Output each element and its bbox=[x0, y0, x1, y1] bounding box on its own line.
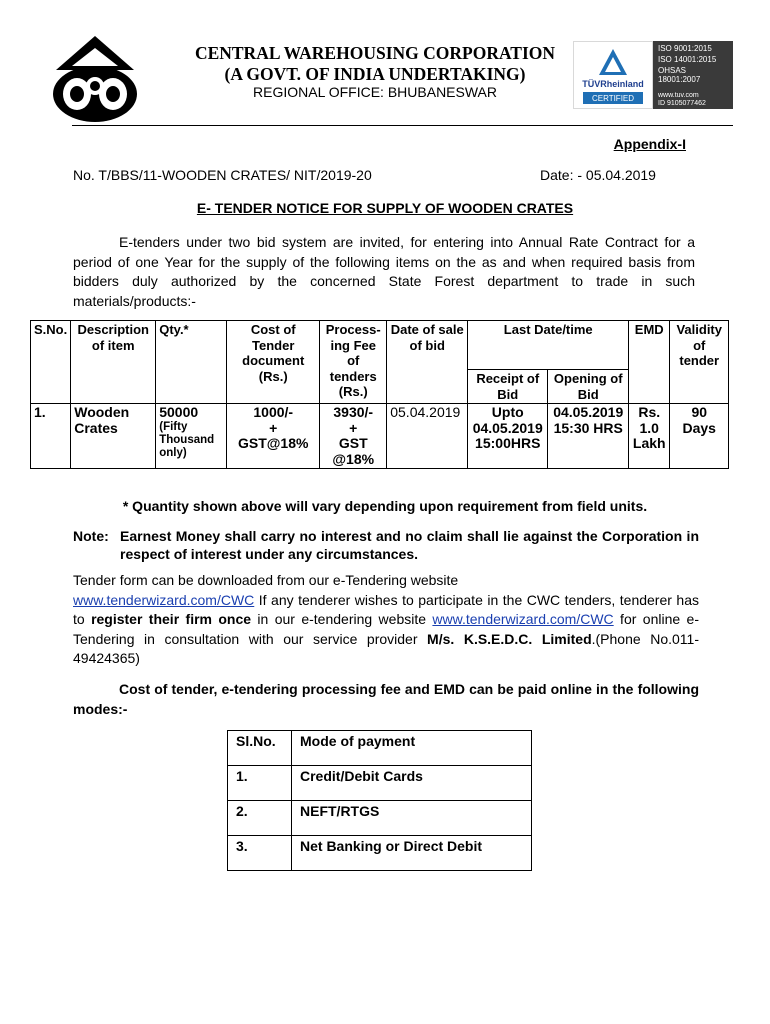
cert-line: ISO 14001:2015 bbox=[658, 55, 717, 64]
cost-paragraph-text: Cost of tender, e-tendering processing fee and EMD can be paid online in the following modes:- bbox=[73, 681, 699, 717]
intro-text: E-tenders under two bid system are invited, for entering into Annual Rate Contract for a period of one Year for the supply of the following items on the as and when required basis from bidders duly authorized by the concerned State Forest department to trade in such materials/products:- bbox=[73, 234, 695, 309]
payment-mode: Net Banking or Direct Debit bbox=[292, 836, 532, 871]
row-emd-amount: 1.0 bbox=[639, 419, 659, 436]
cert-line: 18001:2007 bbox=[658, 75, 701, 84]
reference-number: No. T/BBS/11-WOODEN CRATES/ NIT/2019-20 bbox=[73, 167, 372, 183]
row-cost-gst: GST@18% bbox=[238, 435, 309, 451]
quantity-note: * Quantity shown above will vary depending upon requirement from field units. bbox=[122, 498, 648, 514]
payment-header-slno: Sl.No. bbox=[228, 731, 292, 766]
regional-office: REGIONAL OFFICE: BHUBANESWAR bbox=[253, 84, 497, 100]
row-processing-cell bbox=[320, 404, 387, 469]
cwc-logo bbox=[50, 34, 140, 124]
row-validity-cell bbox=[670, 404, 729, 469]
table-row bbox=[228, 766, 532, 801]
tenderwizard-link-2[interactable]: www.tenderwizard.com/CWC bbox=[432, 611, 614, 627]
row-emd-unit: Lakh bbox=[632, 435, 666, 451]
download-paragraph bbox=[73, 571, 699, 669]
row-processing-plus: + bbox=[349, 419, 358, 436]
row-qty: 50000 bbox=[159, 404, 199, 420]
cert-brand: TÜVRheinland bbox=[582, 79, 644, 89]
cert-web: www.tuv.com bbox=[658, 92, 699, 99]
row-validity-unit: Days bbox=[682, 419, 716, 436]
tender-table bbox=[30, 320, 729, 469]
download-text-2: If any tenderer wishes to participate in the CWC tenders, tenderer has to bbox=[73, 591, 699, 627]
header-processing-fee: Process-ing Fee of tenders (Rs.) bbox=[320, 321, 387, 404]
row-cost-amount: 1000/- bbox=[253, 404, 294, 420]
header-cost: Cost of Tender document (Rs.) bbox=[227, 321, 320, 404]
row-processing-gst: GST bbox=[338, 435, 368, 451]
table-row bbox=[228, 801, 532, 836]
appendix-label: Appendix-I bbox=[613, 136, 686, 152]
note-text: Earnest Money shall carry no interest and no claim shall lie against the Corporation in respect of interest under any circumstances. bbox=[120, 528, 699, 562]
row-qty-cell bbox=[156, 404, 227, 469]
intro-paragraph bbox=[73, 233, 695, 311]
row-receipt-time: 15:00HRS bbox=[475, 435, 541, 451]
row-processing-rate: @18% bbox=[332, 450, 375, 467]
cert-line: ISO 9001:2015 bbox=[658, 44, 712, 53]
header-receipt: Receipt of Bid bbox=[468, 370, 548, 404]
download-text-3: in our e-tendering website bbox=[251, 611, 433, 627]
tuv-certification-badge bbox=[573, 41, 733, 109]
note-block bbox=[73, 527, 699, 563]
header-sno: S.No. bbox=[31, 321, 71, 404]
row-emd-cell bbox=[629, 404, 670, 469]
header-description: Description of item bbox=[71, 321, 156, 404]
row-receipt-cell bbox=[468, 404, 548, 469]
header-validity: Validity of tender bbox=[670, 321, 729, 404]
service-provider-name: M/s. K.S.E.D.C. Limited bbox=[427, 630, 592, 647]
header-date-of-sale: Date of sale of bid bbox=[387, 321, 468, 404]
header-emd: EMD bbox=[629, 321, 670, 404]
notice-date: Date: - 05.04.2019 bbox=[540, 167, 656, 183]
row-opening-cell bbox=[548, 404, 629, 469]
download-text-1: Tender form can be downloaded from our e-Tendering website bbox=[73, 572, 459, 588]
row-receipt-upto: Upto bbox=[491, 404, 524, 420]
row-processing-amount: 3930/- bbox=[333, 404, 374, 420]
row-qty-words: (Fifty Thousand only) bbox=[159, 420, 215, 459]
download-text-4: for online e-Tendering in consultation with our service provider bbox=[73, 611, 699, 647]
payment-slno: 1. bbox=[228, 766, 292, 801]
cert-id: ID 9105077462 bbox=[658, 100, 706, 107]
download-text-5: .(Phone No.011-49424365) bbox=[73, 630, 699, 666]
cert-stamp: CERTIFIED bbox=[591, 94, 635, 103]
corporation-name: CENTRAL WAREHOUSING CORPORATION bbox=[194, 43, 556, 63]
tenderwizard-link-1[interactable]: www.tenderwizard.com/CWC bbox=[73, 591, 255, 608]
row-opening-date: 04.05.2019 bbox=[553, 404, 624, 420]
row-cost-cell bbox=[227, 404, 320, 469]
undertaking-subtitle: (A GOVT. OF INDIA UNDERTAKING) bbox=[224, 64, 526, 84]
payment-header-mode: Mode of payment bbox=[292, 731, 532, 766]
row-validity-number: 90 bbox=[691, 404, 708, 420]
header-last-date: Last Date/time bbox=[468, 321, 629, 370]
payment-mode: Credit/Debit Cards bbox=[292, 766, 532, 801]
row-opening-time: 15:30 HRS bbox=[553, 419, 623, 436]
cost-paragraph bbox=[73, 680, 699, 719]
payment-slno: 3. bbox=[228, 836, 292, 871]
header-divider bbox=[72, 125, 733, 126]
payment-modes-table bbox=[227, 730, 532, 871]
row-sno: 1. bbox=[31, 404, 71, 469]
table-row bbox=[228, 731, 532, 766]
row-emd-currency: Rs. bbox=[638, 404, 661, 420]
header-qty: Qty.* bbox=[156, 321, 227, 404]
row-date-of-sale: 05.04.2019 bbox=[387, 404, 468, 469]
row-description: Wooden Crates bbox=[71, 404, 156, 469]
row-cost-plus: + bbox=[269, 419, 278, 436]
table-row bbox=[228, 836, 532, 871]
cert-line: OHSAS bbox=[658, 66, 687, 75]
payment-slno: 2. bbox=[228, 801, 292, 836]
payment-mode: NEFT/RTGS bbox=[292, 801, 532, 836]
header-opening: Opening of Bid bbox=[548, 370, 629, 404]
note-label: Note: bbox=[73, 528, 109, 544]
row-receipt-date: 04.05.2019 bbox=[472, 419, 543, 436]
register-emphasis: register their firm once bbox=[91, 611, 252, 627]
notice-heading: E- TENDER NOTICE FOR SUPPLY OF WOODEN CRATES bbox=[196, 200, 574, 216]
